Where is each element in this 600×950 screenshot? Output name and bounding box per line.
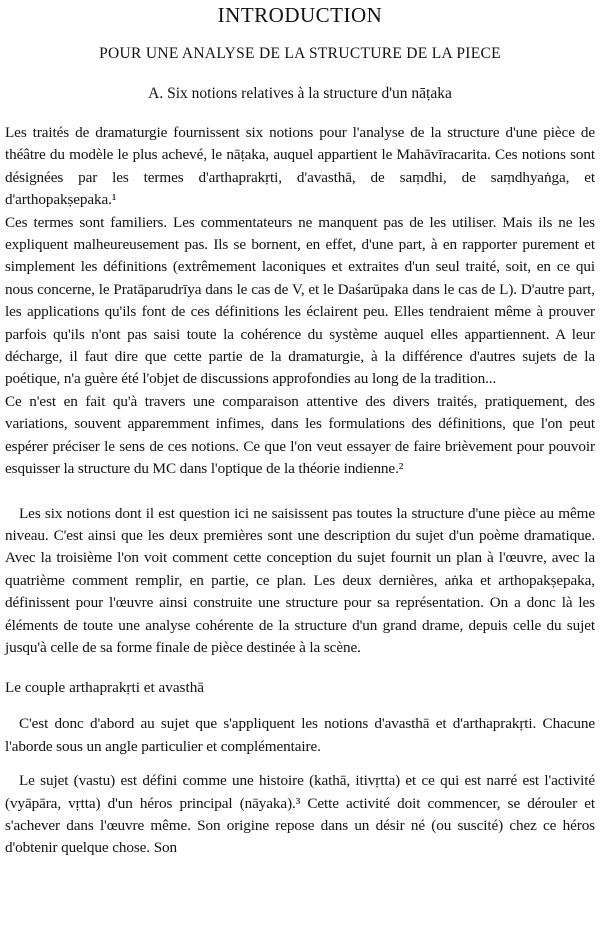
paragraph-5: C'est donc d'abord au sujet que s'appliquent les notions d'avasthā et d'arthaprakṛti. Chacune l'aborde sous un angle particulier et complémentaire. bbox=[5, 715, 595, 755]
main-text bbox=[5, 122, 595, 860]
chapter-subtitle: POUR UNE ANALYSE DE LA STRUCTURE DE LA PIECE bbox=[99, 45, 501, 62]
paragraph-6: Le sujet (vastu) est défini comme une histoire (kathā, itivṛtta) et ce qui est narré est l'activité (vyāpāra, vṛtta) d'un héros principal (nāyaka).³ Cette activité doit commencer, se dérouler et s'achever dans l'œuvre même. Son origine repose dans un désir né (ou suscité) chez ce héros d'obtenir quelque chose. Son bbox=[5, 772, 595, 857]
paragraph-1: Les traités de dramaturgie fournissent six notions pour l'analyse de la structure d'une pièce de théâtre du modèle le plus achevé, le nāṭaka, auquel appartient le Mahāvīracarita. Ces notions sont désignées par les termes d'arthaprakṛti, d'avasthā, de saṃdhi, de saṃdhyaṅga, et d'arthopakṣepaka.¹ bbox=[5, 124, 595, 209]
subsection-heading: Le couple arthaprakṛti et avasthā bbox=[5, 679, 205, 697]
chapter-title: INTRODUCTION bbox=[217, 3, 383, 27]
paragraph-3: Ce n'est en fait qu'à travers une comparaison attentive des divers traités, pratiquement, des variations, souvent apparemment infimes, dans les formulations des définitions, que l'on peut espérer préciser le sens de ces notions. Ce que l'on veut essayer de faire brièvement pour pouvoir esquisser la structure du MC dans l'optique de la théorie indienne.² bbox=[5, 392, 595, 478]
section-heading: A. Six notions relatives à la structure d'un nāṭaka bbox=[148, 85, 452, 102]
paragraph-2: Ces termes sont familiers. Les commentateurs ne manquent pas de les utiliser. Mais ils ne les expliquent malheureusement pas. Ils se bornent, en effet, d'une part, à en rapporter purement et simplement les définitions (extrêmement laconiques et extraites d'un seul traité, soit, en ce qui nous concerne, le Pratāparudrīya dans le cas de V, et le Daśarūpaka dans le cas de L). D'autre part, les applications qu'ils font de ces définitions les éclairent peu. Elles tendraient même à prouver parfois qu'ils n'ont pas saisi toute la cohérence du système auquel elles appartiennent. A leur décharge, il faut dire que cette partie de la dramaturgie, à la différence d'autres sujets de la poétique, n'a guère été l'objet de discussions approfondies au long de la tradition... bbox=[5, 213, 595, 388]
paragraph-4: Les six notions dont il est question ici ne saisissent pas toutes la structure d'une pièce au même niveau. C'est ainsi que les deux premières sont une description du sujet d'un poème dramatique. Avec la troisième l'on voit comment cette conception du sujet fournit un plan à l'œuvre, avec la quatrième comment remplir, en partie, ce plan. Les deux dernières, aṅka et arthopakṣepaka, définissent pour l'œuvre ainsi construite une structure pour sa représentation. On a donc là les éléments de toute une analyse cohérente de la structure d'un grand drame, depuis celle du sujet jusqu'à celle de sa forme finale de pièce destinée à la scène. bbox=[5, 504, 595, 656]
